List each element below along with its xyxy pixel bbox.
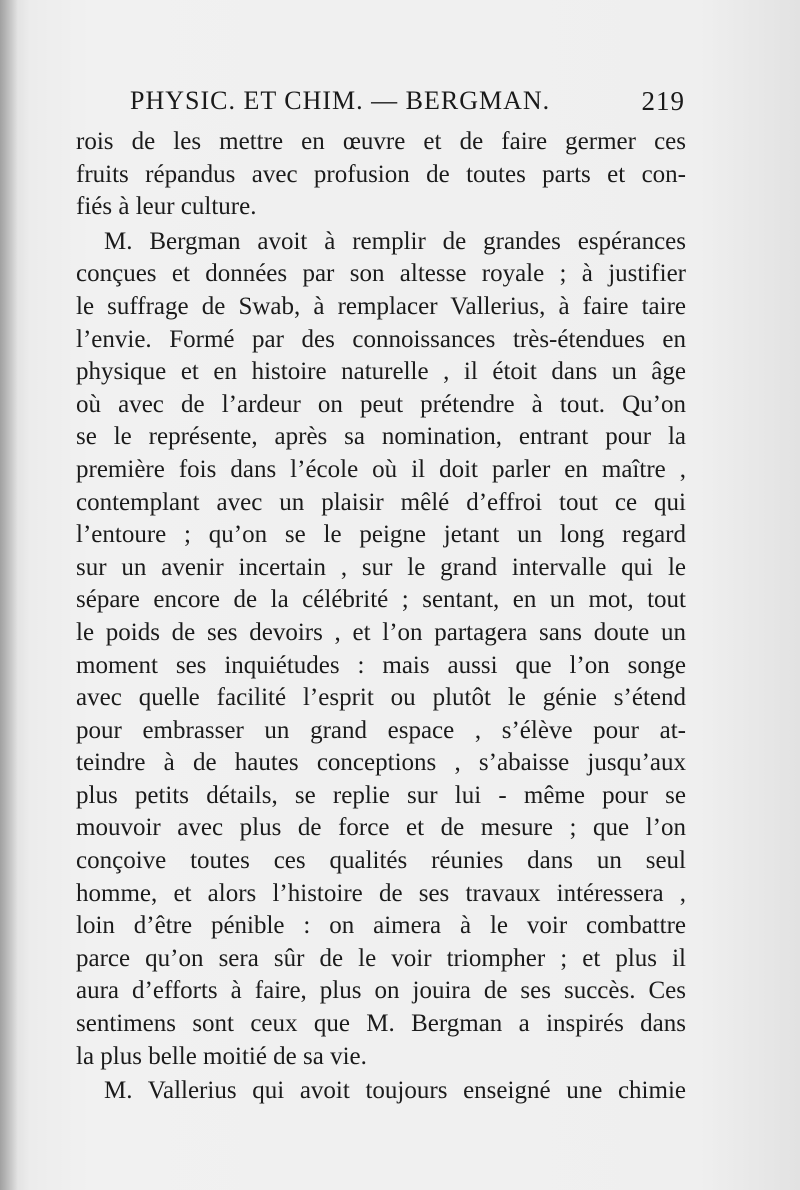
text-line: se le représente, après sa nomination, entrant pour la — [76, 423, 686, 451]
text-line: M. Bergman avoit à remplir de grandes espérances — [104, 227, 686, 255]
running-title: PHYSIC. ET CHIM. — BERGMAN. — [130, 86, 551, 115]
text-line: première fois dans l’école où il doit parler en maître , — [76, 455, 686, 483]
text-line: la plus belle moitié de sa vie. — [76, 1042, 367, 1070]
text-line: fruits répandus avec profusion de toutes parts et con- — [76, 160, 686, 188]
gutter-shadow — [0, 0, 18, 1190]
text-line: homme, et alors l’histoire de ses travaux intéressera , — [76, 879, 686, 907]
text-line: fiés à leur culture. — [76, 193, 257, 221]
text-line: physique et en histoire naturelle , il étoit dans un âge — [76, 358, 686, 386]
body-text — [76, 126, 686, 1108]
text-line: où avec de l’ardeur on peut prétendre à tout. Qu’on — [76, 390, 686, 418]
text-line: moment ses inquiétudes : mais aussi que l’on songe — [76, 651, 686, 679]
text-line: rois de les mettre en œuvre et de faire germer ces — [76, 128, 686, 155]
text-line: sur un avenir incertain , sur le grand intervalle qui le — [76, 553, 686, 581]
text-line: l’entoure ; qu’on se le peigne jetant un long regard — [76, 521, 686, 549]
text-line: conçoive toutes ces qualités réunies dans un seul — [76, 847, 686, 875]
text-line: sentimens sont ceux que M. Bergman a inspirés dans — [76, 1010, 686, 1038]
text-line: avec quelle facilité l’esprit ou plutôt le génie s’étend — [76, 684, 686, 712]
running-header — [130, 86, 685, 122]
text-line: mouvoir avec plus de force et de mesure ; que l’on — [76, 814, 686, 842]
text-line: plus petits détails, se replie sur lui - même pour se — [76, 781, 686, 809]
text-line: le poids de ses devoirs , et l’on partagera sans doute un — [76, 618, 686, 646]
text-line: pour embrasser un grand espace , s’élève pour at- — [76, 716, 686, 744]
text-line: sépare encore de la célébrité ; sentant, en un mot, tout — [76, 586, 686, 614]
text-line: contemplant avec un plaisir mêlé d’effroi tout ce qui — [76, 488, 686, 516]
text-line: l’envie. Formé par des connoissances très-étendues en — [76, 325, 686, 353]
text-line: loin d’être pénible : on aimera à le voir combattre — [76, 912, 686, 940]
text-line: le suffrage de Swab, à remplacer Vallerius, à faire taire — [76, 292, 686, 320]
page-number: 219 — [641, 86, 685, 116]
text-line: parce qu’on sera sûr de le voir triompher ; et plus il — [76, 944, 686, 972]
text-line: M. Vallerius qui avoit toujours enseigné une chimie — [104, 1077, 686, 1105]
text-line: aura d’efforts à faire, plus on jouira de ses succès. Ces — [76, 977, 686, 1005]
text-line: teindre à de hautes conceptions , s’abaisse jusqu’aux — [76, 749, 686, 777]
text-line: conçues et données par son altesse royale ; à justifier — [76, 260, 686, 288]
